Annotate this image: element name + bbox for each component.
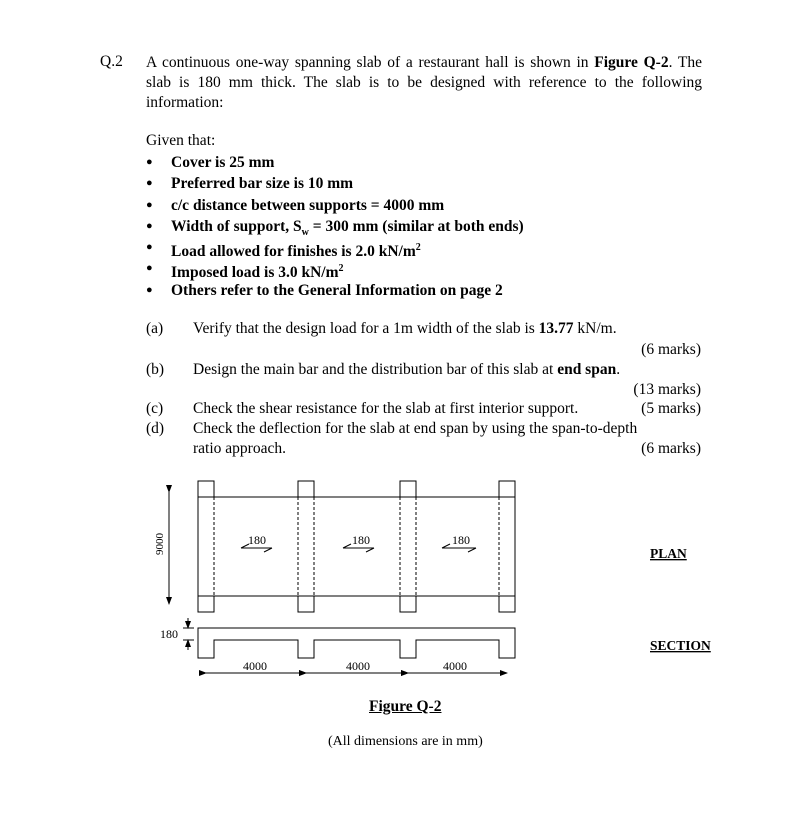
part-c-text: Check the shear resistance for the slab at first interior support. [193,400,579,417]
figure-caption: Figure Q-2 [369,698,442,715]
part-a-marks: (6 marks) [641,341,701,358]
part-b-label: (b) [146,361,165,378]
given-item: ● Imposed load is 3.0 $kN/m^2$ [146,258,524,279]
question-number: Q.2 [100,53,123,70]
part-d-text: Check the deflection for the slab at end span by using the span-to-depth [193,420,638,437]
span-dim-label: 4000 [243,659,267,673]
part-d-text-cont: ratio approach. [193,440,286,457]
part-c-label: (c) [146,400,164,417]
given-item: ● Load allowed for finishes is 2.0 $kN/m^2$ [146,237,524,258]
question-intro: A continuous one-way spanning slab of a restaurant hall is shown in Figure Q-2. The slab is 180 mm thick. The slab is to be designed with reference to the following information: [146,54,702,111]
part-b-text: Design the main bar and the distribution bar of this slab at end span. [193,361,621,378]
panel-thickness-label: 180 [352,533,370,547]
part-c-marks: (5 marks) [641,400,701,417]
section-label: SECTION [650,638,711,653]
span-dim-label: 4000 [346,659,370,673]
plan-label: PLAN [650,546,687,561]
part-d-label: (d) [146,420,165,437]
given-item: ● Cover is 25 mm [146,152,524,173]
height-dim-label: 9000 [154,533,166,555]
span-dim-label: 4000 [443,659,467,673]
given-label: Given that: [146,132,216,149]
given-item: ● Preferred bar size is 10 mm [146,173,524,194]
panel-thickness-label: 180 [452,533,470,547]
given-item: ● Width of support, $S_w = 300$ mm (similar at both ends) [146,216,524,237]
section-view [183,618,515,658]
part-b-marks: (13 marks) [633,381,701,398]
figure-note: (All dimensions are in mm) [328,734,483,749]
thickness-dim-label: 180 [160,627,178,641]
part-a-text: Verify that the design load for a 1m width of the slab is 13.77 kN/m. [193,320,617,337]
given-item: ● c/c distance between supports = 4000 mm [146,195,524,216]
part-d-marks: (6 marks) [641,440,701,457]
figure-reference: Figure Q-2 [594,54,669,71]
panel-thickness-label: 180 [248,533,266,547]
part-a-label: (a) [146,320,164,337]
given-item: ● Others refer to the General Information on page 2 [146,280,524,301]
